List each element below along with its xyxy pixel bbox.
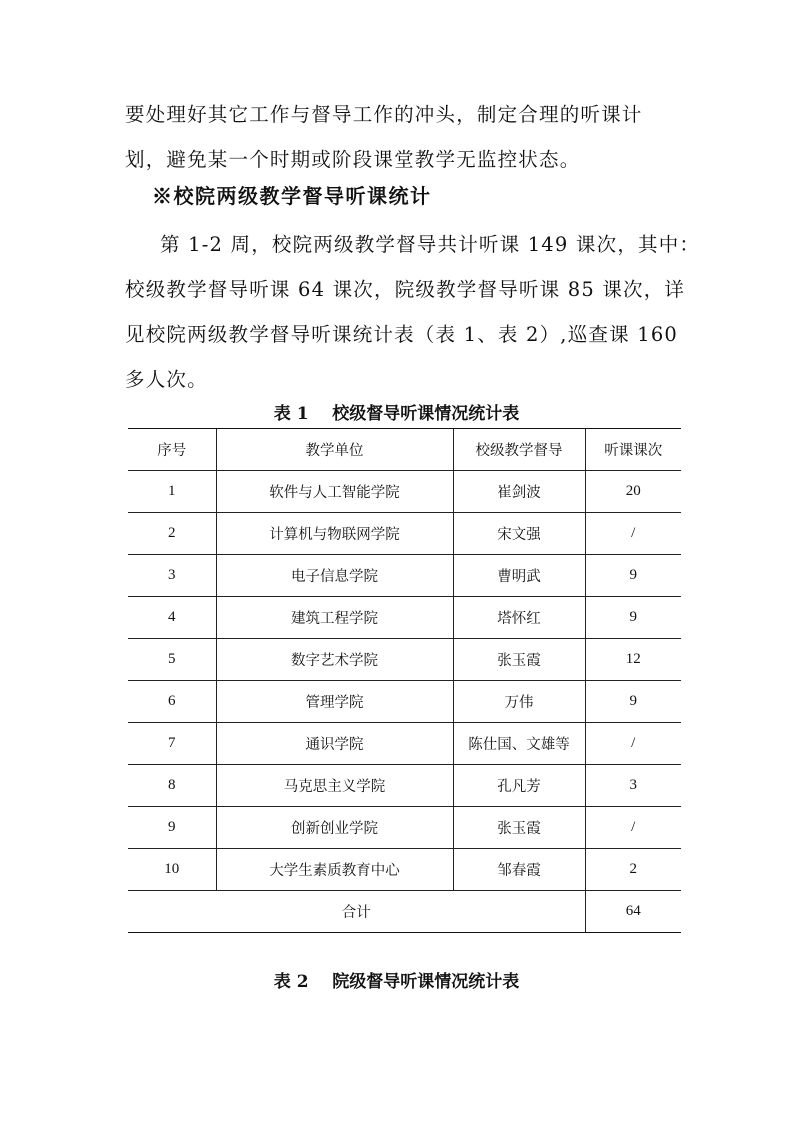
cell-index: 10 bbox=[128, 849, 216, 891]
table-row bbox=[128, 849, 681, 891]
table-row bbox=[128, 471, 681, 513]
section-heading: ※校院两级教学督导听课统计 bbox=[152, 184, 432, 208]
paragraph-line-2: 划，避免某一个时期或阶段课堂教学无监控状态。 bbox=[125, 148, 581, 171]
cell-index: 8 bbox=[128, 765, 216, 807]
table-row bbox=[128, 765, 681, 807]
cell-supervisor: 塔怀红 bbox=[453, 597, 585, 639]
cell-supervisor: 张玉霞 bbox=[453, 807, 585, 849]
cell-supervisor: 陈仕国、文雄等 bbox=[453, 723, 585, 765]
cell-index: 5 bbox=[128, 639, 216, 681]
table-row bbox=[128, 513, 681, 555]
cell-unit: 电子信息学院 bbox=[216, 555, 453, 597]
cell-unit: 建筑工程学院 bbox=[216, 597, 453, 639]
header-unit: 教学单位 bbox=[216, 429, 453, 471]
cell-count: 12 bbox=[585, 639, 681, 681]
table2-caption: 表 2 院级督导听课情况统计表 bbox=[273, 972, 520, 992]
cell-index: 1 bbox=[128, 471, 216, 513]
paragraph-line-1: 要处理好其它工作与督导工作的冲头，制定合理的听课计 bbox=[125, 103, 643, 126]
total-value: 64 bbox=[585, 891, 681, 933]
cell-count: / bbox=[585, 807, 681, 849]
cell-unit: 数字艺术学院 bbox=[216, 639, 453, 681]
cell-supervisor: 万伟 bbox=[453, 681, 585, 723]
cell-count: 2 bbox=[585, 849, 681, 891]
paragraph-line-3: 第 1-2 周，校院两级教学督导共计听课 149 课次，其中： bbox=[160, 233, 701, 256]
table-row bbox=[128, 597, 681, 639]
header-supervisor: 校级教学督导 bbox=[453, 429, 585, 471]
cell-unit: 软件与人工智能学院 bbox=[216, 471, 453, 513]
cell-unit: 管理学院 bbox=[216, 681, 453, 723]
header-index: 序号 bbox=[128, 429, 216, 471]
table1-caption: 表 1 校级督导听课情况统计表 bbox=[273, 404, 520, 424]
cell-supervisor: 孔凡芳 bbox=[453, 765, 585, 807]
cell-unit: 马克思主义学院 bbox=[216, 765, 453, 807]
cell-count: 9 bbox=[585, 681, 681, 723]
cell-count: / bbox=[585, 513, 681, 555]
paragraph-line-5: 见校院两级教学督导听课统计表（表 1、表 2）,巡查课 160 bbox=[125, 323, 679, 346]
table-row bbox=[128, 639, 681, 681]
cell-supervisor: 张玉霞 bbox=[453, 639, 585, 681]
table-row bbox=[128, 723, 681, 765]
cell-index: 4 bbox=[128, 597, 216, 639]
table-row bbox=[128, 681, 681, 723]
cell-supervisor: 曹明武 bbox=[453, 555, 585, 597]
cell-count: 9 bbox=[585, 597, 681, 639]
cell-count: 3 bbox=[585, 765, 681, 807]
table-row bbox=[128, 807, 681, 849]
table1-supervision-stats bbox=[128, 428, 681, 933]
cell-supervisor: 邹春霞 bbox=[453, 849, 585, 891]
table-row bbox=[128, 555, 681, 597]
cell-unit: 通识学院 bbox=[216, 723, 453, 765]
cell-unit: 计算机与物联网学院 bbox=[216, 513, 453, 555]
paragraph-line-6: 多人次。 bbox=[125, 368, 208, 391]
cell-index: 3 bbox=[128, 555, 216, 597]
cell-index: 2 bbox=[128, 513, 216, 555]
cell-count: 20 bbox=[585, 471, 681, 513]
cell-unit: 大学生素质教育中心 bbox=[216, 849, 453, 891]
cell-index: 6 bbox=[128, 681, 216, 723]
table-header-row bbox=[128, 429, 681, 471]
cell-supervisor: 宋文强 bbox=[453, 513, 585, 555]
cell-index: 7 bbox=[128, 723, 216, 765]
table-total-row bbox=[128, 891, 681, 933]
cell-count: 9 bbox=[585, 555, 681, 597]
total-label: 合计 bbox=[128, 891, 585, 933]
paragraph-line-4: 校级教学督导听课 64 课次，院级教学督导听课 85 课次，详 bbox=[125, 278, 686, 301]
cell-count: / bbox=[585, 723, 681, 765]
header-count: 听课课次 bbox=[585, 429, 681, 471]
cell-unit: 创新创业学院 bbox=[216, 807, 453, 849]
cell-supervisor: 崔剑波 bbox=[453, 471, 585, 513]
cell-index: 9 bbox=[128, 807, 216, 849]
